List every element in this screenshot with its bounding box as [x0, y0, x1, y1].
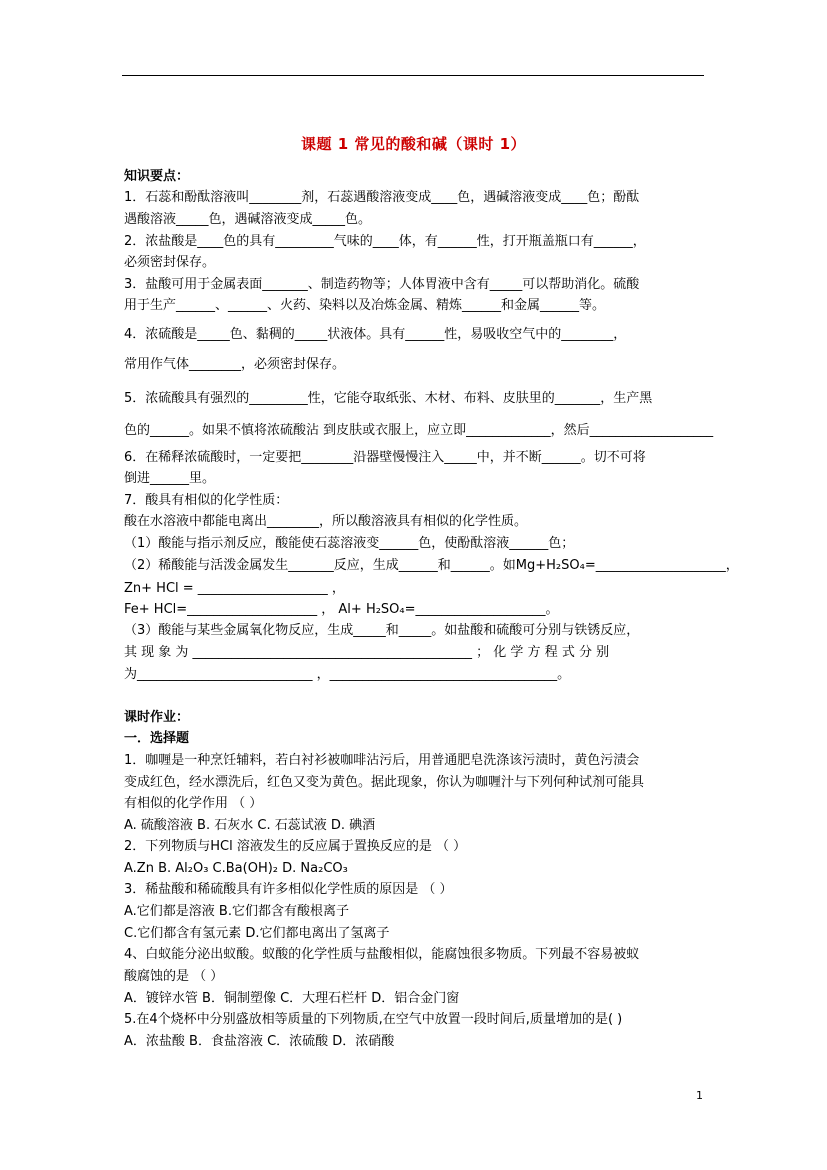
- text-line: 酸在水溶液中都能电离出________，所以酸溶液具有相似的化学性质。: [124, 514, 528, 529]
- text-line: （1）酸能与指示剂反应，酸能使石蕊溶液变______色，使酚酞溶液______色；: [124, 536, 575, 551]
- text-line: 4．浓硫酸是_____色、黏稠的_____状液体。具有______性，易吸收空气中的________，: [124, 327, 627, 342]
- options-line: A．镀锌水管 B．铜制塑像 C．大理石栏杆 D．铝合金门窗: [124, 991, 460, 1006]
- text-line: 5．浓硫酸具有强烈的_________性，它能夺取纸张、木材、布料、皮肤里的_______，生产黑: [124, 391, 653, 406]
- options-line: A．浓盐酸 B．食盐溶液 C．浓硫酸 D．浓硝酸: [124, 1034, 395, 1049]
- question-line: 酸腐蚀的是 （ ）: [124, 969, 224, 984]
- text-line: Fe+ HCl=____________________ ， Al+ H₂SO₄=____________________。: [124, 602, 559, 617]
- text-line: 7．酸具有相似的化学性质：: [124, 493, 289, 508]
- question-line: 5.在4个烧杯中分别盛放相等质量的下列物质,在空气中放置一段时间后,质量增加的是( ): [124, 1012, 623, 1027]
- text-line: 常用作气体________，必须密封保存。: [124, 357, 346, 372]
- question-line: 有相似的化学作用 （ ）: [124, 796, 263, 811]
- options-line: C.它们都含有氢元素 D.它们都电离出了氢离子: [124, 926, 390, 941]
- text-line: 3．盐酸可用于金属表面_______、制造药物等；人体胃液中含有_____可以帮助消化。硫酸: [124, 277, 640, 292]
- section-heading: 课时作业：: [124, 710, 190, 725]
- text-line: 1．石蕊和酚酞溶液叫________剂，石蕊遇酸溶液变成____色，遇碱溶液变成____色；酚酞: [124, 190, 640, 205]
- text-line: 色的______。如果不慎将浓硫酸沾 到皮肤或衣服上，应立即_____________，然后___________________: [124, 423, 714, 438]
- question-line: 2．下列物质与HCl 溶液发生的反应属于置换反应的是 （ ）: [124, 839, 467, 854]
- page-number: 1: [696, 1089, 703, 1102]
- page-title: 课题 1 常见的酸和碱（课时 1）: [300, 135, 527, 153]
- text-line: 倒进______里。: [124, 471, 216, 486]
- text-line: （3）酸能与某些金属氧化物反应，生成_____和_____。如盐酸和硫酸可分别与铁锈反应，: [124, 623, 640, 638]
- text-line: 必须密封保存。: [124, 255, 216, 270]
- question-line: 变成红色，经水漂洗后，红色又变为黄色。据此现象，你认为咖喱汁与下列何种试剂可能具: [124, 775, 645, 790]
- section-heading: 一．选择题: [124, 731, 190, 746]
- header-rule: [122, 75, 704, 76]
- question-line: 1．咖喱是一种烹饪辅料，若白衬衫被咖啡沾污后，用普通肥皂洗涤该污渍时，黄色污渍会: [124, 753, 640, 768]
- options-line: A.Zn B. Al₂O₃ C.Ba(OH)₂ D. Na₂CO₃: [124, 861, 348, 876]
- options-line: A.它们都是溶液 B.它们都含有酸根离子: [124, 904, 349, 919]
- text-line: 为___________________________ ，___________________________________。: [124, 667, 571, 682]
- text-line: Zn+ HCl = ____________________ ，: [124, 581, 345, 596]
- options-line: A. 硫酸溶液 B. 石灰水 C. 石蕊试液 D. 碘酒: [124, 818, 376, 833]
- text-line: 用于生产______、______、火药、染料以及冶炼金属、精炼______和金属______等。: [124, 298, 606, 313]
- section-heading: 知识要点：: [124, 169, 190, 184]
- text-line: 其 现 象 为 ___________________________________________ ； 化 学 方 程 式 分 别: [124, 645, 610, 660]
- text-line: 6．在稀释浓硫酸时，一定要把________沿器壁慢慢注入_____中，并不断______。切不可将: [124, 450, 646, 465]
- text-line: 遇酸溶液_____色，遇碱溶液变成_____色。: [124, 212, 372, 227]
- question-line: 4、白蚁能分泌出蚁酸。蚁酸的化学性质与盐酸相似，能腐蚀很多物质。下列最不容易被蚁: [124, 947, 640, 962]
- text-line: 2．浓盐酸是____色的具有_________气味的____体，有______性，打开瓶盖瓶口有______，: [124, 234, 646, 249]
- question-line: 3．稀盐酸和稀硫酸具有许多相似化学性质的原因是 （ ）: [124, 882, 453, 897]
- text-line: （2）稀酸能与活泼金属发生_______反应，生成______和______。如Mg+H₂SO₄=____________________，: [124, 558, 739, 573]
